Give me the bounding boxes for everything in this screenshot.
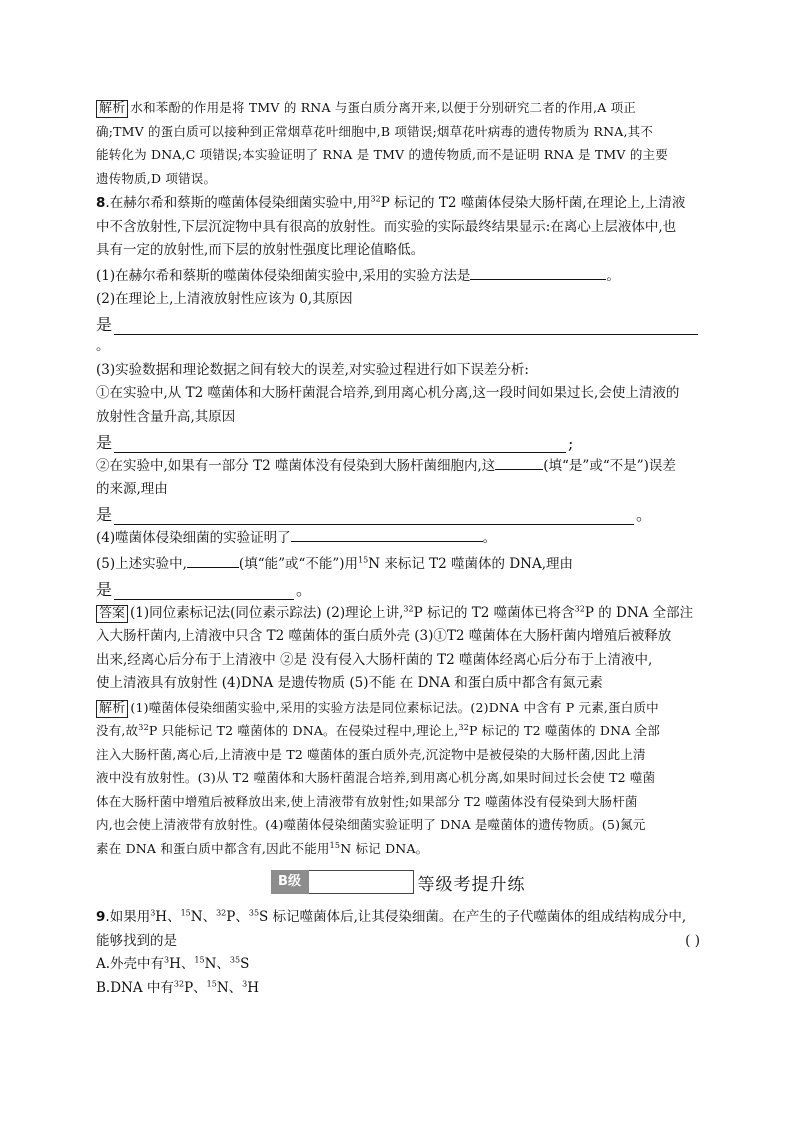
q9-stem: S 标记噬菌体后,让其侵染细菌。在产生的子代噬菌体的组成结构成分中, [259, 909, 687, 925]
superscript: 32 [403, 604, 414, 613]
q7-analysis-line: 确;TMV 的蛋白质可以接种到正常烟草花叶细胞中,B 项错误;烟草花叶病毒的遗传物质为 RNA,其不 [96, 123, 654, 139]
q8-part2-blank-row [96, 312, 700, 336]
option-text: H [247, 979, 260, 996]
shi-label: 是 [96, 579, 113, 599]
q7-analysis-line: 遗传物质,D 项错误。 [96, 170, 217, 186]
q9-stem: H、 [155, 909, 181, 925]
analysis-label-box: 解析 [96, 100, 128, 118]
level-decoration-box [309, 870, 414, 894]
analysis-text: 注入大肠杆菌,离心后,上清液中是 T2 噬菌体的蛋白质外壳,沉淀物中是被侵染的大肠杆菌,因此上清 [96, 746, 646, 762]
punct: 。 [296, 579, 313, 599]
q8-stem-line: 具有一定的放射性,而下层的放射性强度比理论值略低。 [96, 242, 425, 258]
document-page [96, 96, 700, 1000]
superscript: 32 [216, 908, 227, 918]
punct: 。 [482, 530, 497, 546]
q9-stem: N、 [190, 909, 217, 925]
question-9 [96, 906, 700, 1000]
superscript: 15 [180, 908, 191, 918]
q8-part3: (3)实验数据和理论数据之间有较大的误差,对实验过程进行如下误差分析: [96, 361, 529, 378]
q8-part5: (填“能”或“不能”)用 [238, 555, 359, 572]
q8-part5-blank-row [96, 576, 700, 600]
option-text: P、 [184, 979, 207, 996]
level-header [96, 868, 700, 896]
answer-blank[interactable] [187, 551, 239, 568]
superscript: 35 [248, 908, 260, 918]
option-text: N、 [216, 979, 243, 996]
superscript: 32 [370, 194, 381, 204]
q9-stem: .如果用 [105, 909, 151, 925]
superscript: 15 [194, 955, 205, 965]
answer-parentheses[interactable]: ( ) [685, 932, 700, 949]
superscript: 15 [206, 979, 217, 988]
q8-part3a-blank-row [96, 429, 700, 453]
analysis-text: 液中没有放射性。(3)从 T2 噬菌体和大肠杆菌混合培养,到用离心机分离,如果时间过长会使 T2 噬菌 [96, 770, 656, 785]
superscript: 35 [229, 955, 241, 965]
punct: ; [568, 433, 574, 453]
superscript: 3 [150, 908, 156, 918]
q8-part3a-line: 放射性含量升高,其原因 [96, 408, 236, 425]
punct: 。 [96, 338, 110, 354]
question-number: 8 [96, 195, 106, 211]
superscript: 15 [358, 555, 369, 564]
q8-part3a-line: ①在实验中,从 T2 噬菌体和大肠杆菌混合培养,到用离心机分离,这一段时间如果过长,会使上清液的 [96, 385, 680, 401]
q7-analysis-line: 水和苯酚的作用是将 TMV 的 RNA 与蛋白质分离开来,以便于分别研究二者的作用,A 项正 [130, 100, 636, 115]
analysis-text: P 标记的 T2 噬菌体的 DNA 全部 [469, 723, 661, 738]
q8-part3b-blank-row [96, 502, 700, 526]
shi-label: 是 [96, 315, 113, 334]
option-text: A.外壳中有 [96, 956, 165, 972]
answer-blank[interactable] [114, 508, 634, 525]
analysis-text: P 只能标记 T2 噬菌体的 DNA。在侵染过程中,理论上, [148, 723, 459, 738]
answer-text: (1)同位素标记法(同位素示踪法) (2)理论上讲, [130, 604, 404, 621]
superscript: 15 [329, 840, 341, 850]
analysis-text: 没有,故 [96, 723, 139, 738]
analysis-text: 体在大肠杆菌中增殖后被释放出来,使上清液带有放射性;如果部分 T2 噬菌体没有侵染到大肠杆菌 [96, 793, 638, 809]
answer-text: P 的 DNA 全部注 [584, 604, 694, 621]
answer-blank[interactable] [495, 453, 543, 470]
question-number: 9 [96, 909, 106, 925]
option-text: B.DNA 中有 [96, 979, 174, 996]
q8-part5: (5)上述实验中, [96, 555, 187, 572]
q7-analysis [96, 96, 700, 190]
superscript: 32 [138, 722, 149, 732]
analysis-text: (1)噬菌体侵染细菌实验中,采用的实验方法是同位素标记法。(2)DNA 中含有 P 元素,蛋白质中 [130, 699, 659, 715]
q8-part3b-line: 的来源,理由 [96, 481, 168, 497]
analysis-text: 内,也会使上清液带有放射性。(4)噬菌体侵染细菌实验证明了 DNA 是噬菌体的遗传物质。(5)氮元 [96, 817, 646, 832]
answer-label-box: 答案 [96, 605, 128, 623]
analysis-text: N 标记 DNA。 [340, 840, 429, 856]
option-text: H、 [169, 956, 195, 972]
q8-part2: (2)在理论上,上清液放射性应该为 0,其原因 [96, 291, 353, 307]
question-8 [96, 192, 700, 600]
option-b[interactable] [96, 977, 700, 1001]
answer-text: 使上清液具有放射性 (4)DNA 是遗传物质 (5)不能 在 DNA 和蛋白质中都含有氮元素 [96, 675, 603, 691]
answer-text: 入大肠杆菌内,上清液中只含 T2 噬菌体的蛋白质外壳 (3)①T2 噬菌体在大肠杆菌内增殖后被释放 [96, 628, 672, 644]
answer-blank[interactable] [114, 317, 698, 335]
q8-part4: (4)噬菌体侵染细菌的实验证明了 [96, 530, 291, 546]
q8-part3b: (填“是”或“不是”)误差 [543, 457, 676, 474]
q7-analysis-line: 能转化为 DNA,C 项错误;本实验证明了 RNA 是 TMV 的遗传物质,而不是证明 RNA 是 TMV 的主要 [96, 147, 668, 162]
option-text: N、 [204, 956, 230, 972]
answer-blank[interactable] [114, 583, 294, 600]
superscript: 32 [574, 604, 585, 613]
q9-stem: 能够找到的是 [96, 932, 177, 949]
q8-stem-line: 中不含放射性,下层沉淀物中具有很高的放射性。而实验的实际最终结果显示:在离心上层液体中,也 [96, 218, 677, 235]
option-a[interactable] [96, 953, 700, 977]
answer-text: 出来,经离心后分布于上清液中 ②是 没有侵入大肠杆菌的 T2 噬菌体经离心后分布于上清液中, [96, 651, 653, 668]
punct: 。 [606, 267, 620, 284]
punct: 。 [636, 505, 653, 524]
q8-part5: N 来标记 T2 噬菌体的 DNA,理由 [368, 555, 573, 572]
option-text: S [240, 956, 250, 972]
answer-blank[interactable] [114, 436, 566, 453]
superscript: 3 [164, 955, 170, 965]
q8-analysis [96, 696, 700, 861]
level-tag: B级 [271, 870, 309, 894]
q8-stem: .在赫尔希和蔡斯的噬菌体侵染细菌实验中,用 [105, 195, 371, 211]
q9-stem: P、 [226, 909, 249, 925]
analysis-label-box: 解析 [96, 700, 128, 718]
q8-part3b: ②在实验中,如果有一部分 T2 噬菌体没有侵染到大肠杆菌细胞内,这 [96, 457, 496, 474]
q8-part1: (1)在赫尔希和蔡斯的噬菌体侵染细菌实验中,采用的实验方法是 [96, 267, 471, 284]
superscript: 32 [173, 979, 185, 988]
answer-blank[interactable] [470, 263, 606, 280]
q8-answer [96, 602, 700, 696]
shi-label: 是 [96, 432, 113, 452]
level-title: 等级考提升练 [417, 874, 526, 895]
answer-blank[interactable] [291, 525, 483, 542]
q8-stem: P 标记的 T2 噬菌体侵染大肠杆菌,在理论上,上清液 [380, 195, 686, 211]
superscript: 32 [458, 722, 469, 732]
shi-label: 是 [96, 505, 113, 524]
analysis-text: 素在 DNA 和蛋白质中都含有,因此不能用 [96, 840, 330, 856]
answer-text: P 标记的 T2 噬菌体已将含 [413, 604, 575, 621]
superscript: 3 [242, 979, 248, 988]
